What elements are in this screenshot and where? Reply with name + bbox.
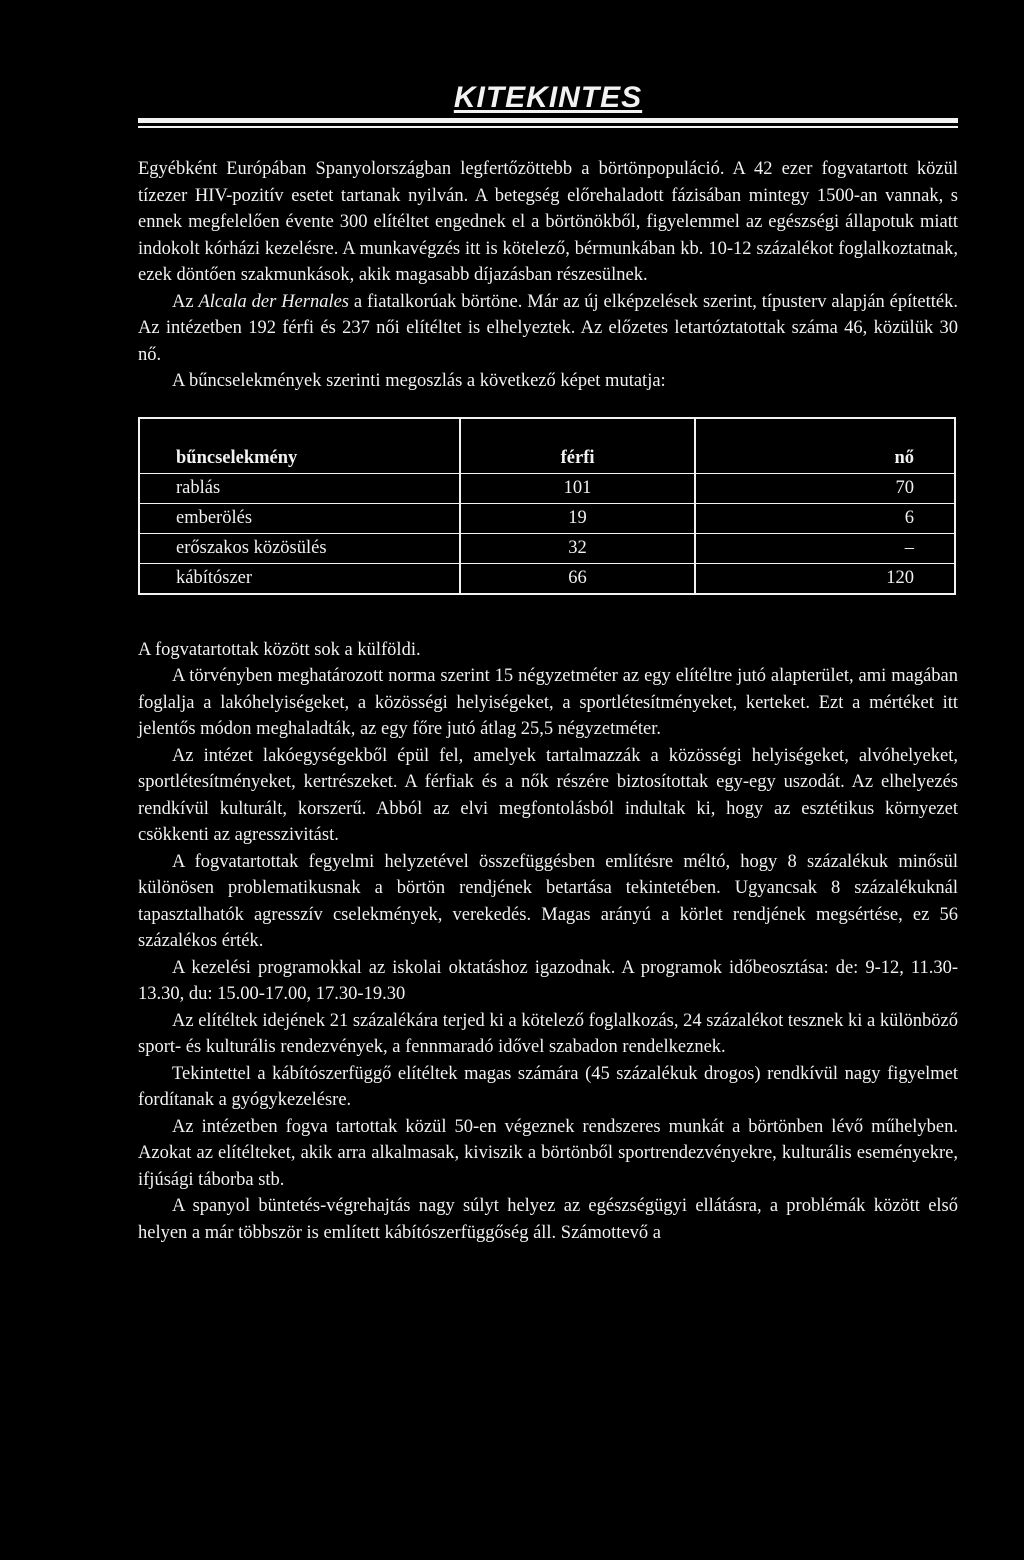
paragraph: Az intézetben fogva tartottak közül 50-en végeznek rendszeres munkát a börtönben lévő műhelyben. Azokat az elítélteket, akik arra alkalmasak, kiviszik a börtönből sportrendezvényekre, kulturális eseményekre, ifjúsági táborba stb.	[138, 1116, 958, 1190]
cell-male: 101	[460, 473, 696, 503]
paragraph: A fogvatartottak fegyelmi helyzetével összefüggésben említésre méltó, hogy 8 százalékuk minősül különösen problematikusnak a börtön rendjének betartása tekintetében. Ugyancsak 8 százalékuknál tapasztalhatók agresszív cselekmények, verekedés. Magas arányú a körlet rendjének megsértése, ez 56 százalékos érték.	[138, 851, 958, 951]
table-row	[139, 503, 955, 533]
paragraph-alcala	[138, 289, 958, 369]
cell-male: 32	[460, 533, 696, 563]
cell-category: kábítószer	[139, 563, 460, 594]
cell-female: 6	[695, 503, 955, 533]
crime-distribution-table	[138, 417, 956, 595]
header-rule-thin	[138, 126, 958, 128]
alcala-text: a fiatalkorúak börtöne. Már az új elképzelések szerint, típusterv alapján építették. Az intézetben 192 férfi és 237 női elítéltet is elhelyeztek. Az előzetes letartóztatottak száma 46, közülük 30 nő.	[138, 291, 959, 365]
paragraph: Egyébként Európában Spanyolországban legfertőzöttebb a börtönpopuláció. A 42 ezer fogvatartott közül tízezer HIV-pozitív esetet tartanak nyilván. A betegség előrehaladott fázisában mintegy 1500-an vannak, s ennek megfelelően évente 300 elítéltet engednek el a börtönökből, figyelemmel az egészségi állapotuk miatt indokolt kórházi kezelésre. A munkavégzés itt is kötelező, bérmunkában kb. 10-12 százalékot foglalkoztatnak, ezek döntően szakmunkások, akik magasabb díjazásban részesülnek.	[138, 159, 958, 285]
header-category: bűncselekmény	[139, 418, 460, 474]
institution-name: Alcala der Hernales	[198, 291, 350, 312]
table-row	[139, 473, 955, 503]
cell-category: erőszakos közösülés	[139, 533, 460, 563]
cell-female: –	[695, 533, 955, 563]
cell-category: emberölés	[139, 503, 460, 533]
page	[138, 80, 958, 1246]
paragraph: A kezelési programokkal az iskolai oktatáshoz igazodnak. A programok időbeosztása: de: 9-12, 11.30-13.30, du: 15.00-17.00, 17.30-19.30	[138, 957, 958, 1004]
cell-male: 66	[460, 563, 696, 594]
cell-male: 19	[460, 503, 696, 533]
header-female: nő	[695, 418, 955, 474]
paragraph: Tekintettel a kábítószerfüggő elítéltek magas számára (45 százalékuk drogos) rendkívül nagy figyelmet fordítanak a gyógykezelésre.	[138, 1063, 958, 1110]
section-title: KITEKINTES	[453, 81, 643, 114]
table-row	[139, 533, 955, 563]
paragraph: Az elítéltek idejének 21 százalékára terjed ki a kötelező foglalkozás, 24 százalékot tesznek ki a különböző sport- és kulturális rendezvények, a fennmaradó idővel szabadon rendelkeznek.	[138, 1010, 958, 1057]
paragraph: A spanyol büntetés-végrehajtás nagy súlyt helyez az egészségügyi ellátásra, a problémák között első helyen a már többször is említett kábítószerfüggőség áll. Számottevő a	[138, 1196, 958, 1243]
cell-female: 120	[695, 563, 955, 594]
crime-table-wrap	[138, 417, 958, 595]
paragraph: Az intézet lakóegységekből épül fel, amelyek tartalmazzák a közösségi helyiségeket, alvóhelyeket, sportlétesítményeket, kertrészeket. A férfiak és a nők részére biztosítottak egy-egy uszodát. Az elhelyezés rendkívül kulturált, korszerű. Abból az elvi megfontolásból indultak ki, hogy az esztétikus környezet csökkenti az agresszivitást.	[138, 745, 958, 845]
table-intro: A bűncselekmények szerinti megoszlás a következő képet mutatja:	[172, 371, 666, 391]
cell-category: rablás	[139, 473, 460, 503]
article-body	[138, 156, 958, 1246]
table-row	[139, 563, 955, 594]
header-male: férfi	[460, 418, 696, 474]
cell-female: 70	[695, 473, 955, 503]
alcala-prefix: Az	[172, 291, 199, 312]
header-rule-thick	[138, 118, 958, 123]
paragraph: A törvényben meghatározott norma szerint 15 négyzetméter az egy elítéltre jutó alapterület, ami magában foglalja a lakóhelyiségeket, a közösségi helyiségeket, a sportlétesítményeket, kerteket. Ezt a mértéket itt jelentős módon meghaladták, az egy főre jutó átlag 25,5 négyzetméter.	[138, 666, 958, 739]
paragraph: A fogvatartottak között sok a külföldi.	[138, 639, 421, 660]
table-header-row	[139, 418, 955, 474]
